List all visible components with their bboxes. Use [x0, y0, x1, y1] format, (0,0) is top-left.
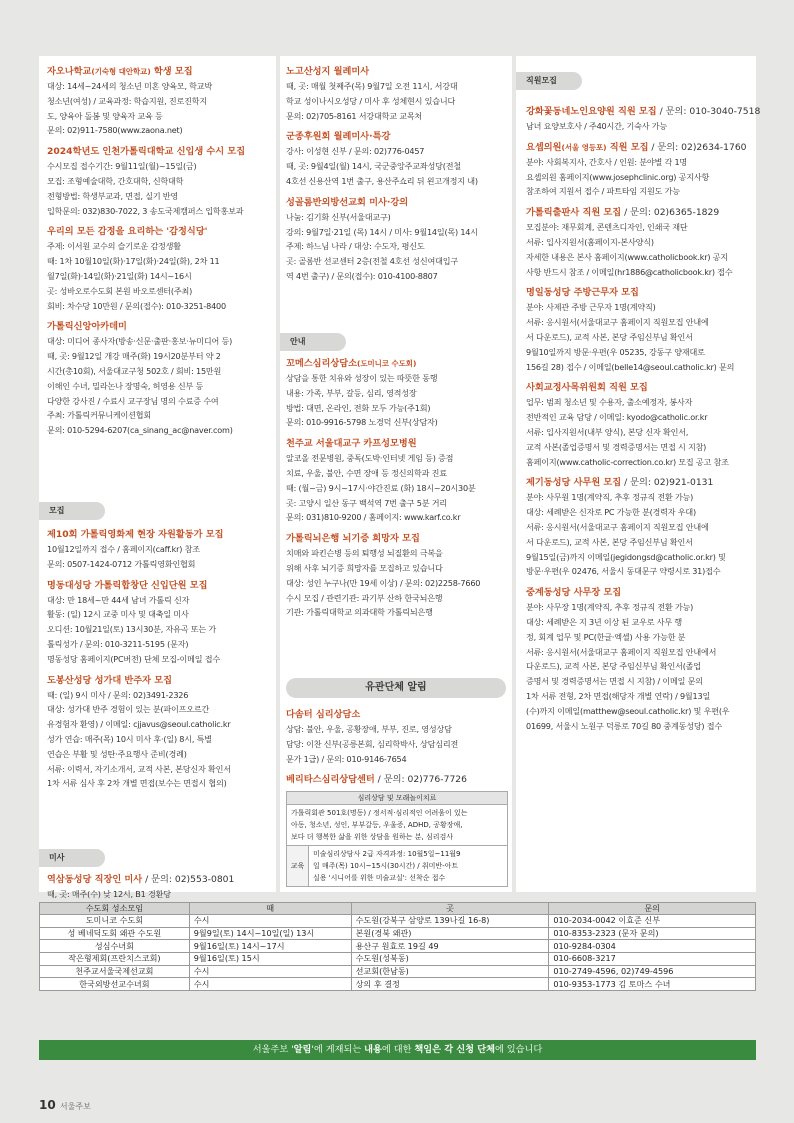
item-line: 교적 사본(졸업증명서 및 경력증명서는 면접 시 지참) — [526, 441, 707, 452]
item-line: 대상: 미디어 종사자(방송·신문·출판·홍보·뉴미디어 등) — [47, 336, 233, 347]
item-line: 수시 모집 / 관련기관: 과기부 산하 한국뇌은행 — [286, 592, 443, 603]
item-line: 때, 곳: 9월4일(월) 14시, 국군중앙주교좌성당(전철 — [286, 161, 461, 172]
table-cell: 수도원(강북구 삼양로 139나길 16-8) — [351, 915, 549, 928]
item-line: 대상: 세례받은 신자로 PC 가능한 분(경력자 우대) — [526, 507, 696, 518]
item-line: 서류: 응시원서(서울대교구 홈페이지 직원모집 안내에 — [526, 317, 709, 328]
list-item — [280, 130, 512, 188]
item-line: 분야: 사무원 1명(계약직, 추후 정규직 전환 가능) — [526, 492, 694, 503]
item-title: 자오나학교(기숙형 대안학교) 학생 모집 — [47, 66, 193, 77]
item-line: 참조하여 지원서 접수 / 파트타임 지원도 가능 — [526, 186, 680, 197]
footer-label: 서울주보 — [59, 1102, 91, 1111]
item-line: 사항 반드시 참조 / 이메일(hr1886@catholicbook.kr) 접수 — [526, 266, 733, 277]
item-line: 10월12일까지 접수 / 홈페이지(caff.kr) 참조 — [47, 544, 200, 554]
item-line: 이해인 수녀, 밀라논나 장명숙, 허영용 신부 등 — [47, 380, 204, 391]
item-line: 주제: 이서원 교수의 슬기로운 감정생활 — [47, 241, 181, 252]
table-cell: 한국외방선교수녀회 — [40, 978, 190, 991]
item-line: 때, 곳: 9월12일 개강 매주(화) 19시20분부터 약 2 — [47, 351, 221, 362]
table-cell: 상의 후 결정 — [351, 978, 549, 991]
item-line: 서류: 응시원서(서울대교구 홈페이지 직원모집 안내에서 — [526, 646, 717, 657]
item-line: 주최: 가톨릭커뮤니케이션협회 — [47, 410, 151, 421]
item-line: 전반적인 교육 담당 / 이메일: kyodo@catholic.or.kr — [526, 412, 708, 423]
list-item — [280, 532, 512, 620]
tab-staff: 직원모집 — [516, 72, 582, 90]
item-line: 명동성당 홈페이지(PC버전) 단체 모집-이메일 접수 — [47, 653, 221, 664]
item-line: 정, 회계 업무 및 PC(한글·엑셀) 사용 가능한 분 — [526, 631, 686, 642]
item-line: 유경험자 환영) / 이메일: cjjavus@seoul.catholic.kr — [47, 719, 231, 730]
item-title: 요셉의원(서울 영등포) 직원 모집 / 문의: 02)2634-1760 — [526, 141, 747, 153]
item-line: 주제: 하느님 나라 / 대상: 수도자, 평신도 — [286, 241, 425, 252]
item-title: 강화꽃동네노인요양원 직원 모집 / 문의: 010-3040-7518 — [526, 106, 761, 117]
item-line: 오디션: 10월21일(토) 13시30분, 자유곡 또는 가 — [47, 624, 216, 635]
list-item — [39, 145, 276, 218]
list-item — [516, 105, 761, 134]
item-line: 모집: 조형예술대학, 간호대학, 신학대학 — [47, 175, 184, 186]
item-line: 도, 양육아 돌봄 및 양육자 교육 등 — [47, 110, 163, 121]
table-row — [40, 915, 756, 928]
item-line: 곳: 고양시 일산 동구 백석역 7번 출구 5분 거리 — [286, 497, 447, 508]
item-line: 활동: (일) 12시 교중 미사 및 대축일 미사 — [47, 609, 189, 620]
table-cell: 도미니코 수도회 — [40, 915, 190, 928]
item-line: 전형방법: 학생부교과, 면접, 실기 반영 — [47, 190, 179, 201]
list-item — [39, 528, 276, 572]
column-middle — [280, 56, 512, 892]
list-item — [516, 141, 756, 199]
item-title: 명일동성당 주방근무자 모집 — [526, 287, 639, 299]
item-line: 모집분야: 재무회계, 콘텐츠디자인, 인쇄국 재단 — [526, 222, 688, 233]
item-line: 담당: 이찬 신부(공릉본회, 심리학박사, 상담심리전 — [286, 738, 459, 749]
table-cell: 수시 — [189, 915, 351, 928]
list-item — [280, 65, 512, 123]
item-line: 문가 1급) / 문의: 010-9146-7654 — [286, 753, 407, 764]
table-line: 아동, 청소년, 성인, 부부갈등, 우울증, ADHD, 공황장애, — [291, 821, 463, 830]
item-line: 4호선 신용산역 1번 출구, 용산주쇼리 뒤 왼고개정지 내) — [286, 175, 478, 186]
table-cell: 작은형제회(프란치스코회) — [40, 953, 190, 966]
mass-section — [39, 849, 276, 909]
item-line: 방법: 대면, 온라인, 전화 모두 가능(주1회) — [286, 402, 431, 413]
item-title: 베리타스심리상담센터 / 문의: 02)776-7726 — [286, 774, 467, 786]
item-line: 문의: 02)911-7580(www.zaona.net) — [47, 125, 183, 136]
table-line: 보다 더 행복한 삶을 위한 상담을 원하는 분, 심리검사 — [291, 833, 454, 842]
table-row — [40, 978, 756, 991]
item-line: 청소년(여성) / 교육과정: 학습지원, 진로진학지 — [47, 95, 207, 106]
table-cell: 성심수녀회 — [40, 940, 190, 953]
list-item — [516, 586, 756, 733]
item-line: 서류: 이력서, 자기소개서, 교적 사본, 본당신자 확인서 — [47, 763, 231, 774]
item-line: 입학문의: 032)830-7022, 3 송도국제캠퍼스 입학홍보과 — [47, 205, 244, 216]
column-right — [516, 56, 761, 892]
item-line: 때: (월~금) 9시~17시·야간진료 (화) 18시~20시30분 — [286, 482, 476, 493]
item-line: 서류: 응시원서(서울대교구 홈페이지 직원모집 안내에 — [526, 521, 709, 532]
disclaimer-bar: 서울주보 '알림'에 게재되는 내용에 대한 책임은 각 신청 단체에 있습니다 — [39, 1040, 756, 1060]
item-title: 중계동성당 사무장 모집 — [526, 587, 622, 599]
item-line: 분야: 사회복지사, 간호사 / 인원: 분야별 각 1명 — [526, 156, 688, 167]
list-item — [39, 320, 276, 438]
edu-label: 교육 — [287, 846, 309, 886]
vocation-schedule-table — [39, 902, 756, 991]
related-groups-bar: 유관단체 알림 — [286, 678, 506, 698]
item-line: 알코올 전문병원, 중독(도박·인터넷 게임 등) 증점 — [286, 453, 454, 464]
table-line: 실용 '시니어를 위한 미술교실': 선착순 접수 — [313, 874, 446, 883]
table-line: 미술심리상담사 2급 자격과정: 10월5일~11월9 — [313, 850, 461, 859]
item-line: 문의: 031)810-9200 / 홈페이지: www.karf.co.kr — [286, 512, 461, 523]
table-cell: 용산구 원효로 19길 49 — [351, 940, 549, 953]
list-item — [516, 286, 756, 374]
list-item — [516, 206, 756, 279]
counseling-table — [286, 791, 508, 887]
item-line: 회비: 차수당 10만원 / 문의(접수): 010-3251-8400 — [47, 300, 226, 311]
item-line: 상담을 통한 치유와 성장이 있는 따뜻한 동행 — [286, 373, 438, 383]
item-title: 제10회 가톨릭영화제 현장 자원활동가 모집 — [47, 529, 224, 540]
item-title: 2024학년도 인천가톨릭대학교 신입생 수시 모집 — [47, 146, 246, 158]
item-title: 우리의 모든 감정을 요리하는 '감정식당' — [47, 226, 208, 238]
item-title: 명동대성당 가톨릭합창단 신입단원 모집 — [47, 579, 208, 591]
item-line: 1차 서류 전형, 2차 면접(해당자 개별 연락) / 9월13일 — [526, 690, 711, 701]
item-line: 학교 성이나시오성당 / 미사 후 성체현시 있습니다 — [286, 95, 456, 106]
item-title: 노고산성지 월례미사 — [286, 66, 370, 77]
table-line: 가톨릭회관 501호(명동) / 정서적·심리적인 어려움이 있는 — [291, 809, 468, 818]
table-row — [40, 927, 756, 940]
item-title: 다솜터 심리상담소 — [286, 709, 361, 720]
table-row — [40, 940, 756, 953]
page-number: 10 — [39, 1098, 56, 1112]
item-line: 나눔: 김기화 신부(서울대교구) — [286, 211, 391, 222]
table-cell: 성 베네딕도회 왜관 수도원 — [40, 927, 190, 940]
item-line: 다운로드), 교적 사본, 본당 주임신부님 확인서(졸업 — [526, 661, 701, 672]
table-cell: 수시 — [189, 965, 351, 978]
item-line: 곳: 성바오로수도회 본원 바오로센터(주최) — [47, 285, 193, 296]
item-line: 때: (일) 9시 미사 / 문의: 02)3491-2326 — [47, 689, 189, 700]
item-line: 때, 곳: 매월 첫째주(목) 9월7일 오전 11시, 서강대 — [286, 81, 458, 91]
item-title: 사회교정사목위원회 직원 모집 — [526, 382, 648, 394]
item-line: 곳: 골롬반 선교센터 2층(전철 4호선 성신여대입구 — [286, 256, 459, 267]
list-item — [280, 357, 512, 430]
item-title: 가톨릭뇌은행 뇌기증 희망자 모집 — [286, 533, 420, 545]
item-title: 도봉산성당 성가대 반주자 모집 — [47, 674, 172, 686]
item-line: 때: 1차 10월10일(화)·17일(화)·24일(화), 2차 11 — [47, 256, 220, 267]
item-line: 내용: 가족, 부부, 갈등, 심리, 영적성장 — [286, 387, 417, 398]
item-line: 대상: 14세~24세의 청소년 미혼 양육모, 학교박 — [47, 81, 213, 91]
item-title: 군종후원회 월례미사·특강 — [286, 131, 391, 143]
item-line: 시간(총10회), 서울대교구청 502호 / 회비: 15만원 — [47, 365, 222, 376]
table-cell: 수도원(성북동) — [351, 953, 549, 966]
item-title: 꼬메스심리상담소(도미니코 수도회) — [286, 358, 417, 369]
table-cell: 9월16일(토) 15시 — [189, 953, 351, 966]
item-line: 치료, 우울, 불안, 수면 장애 등 정신의학과 진료 — [286, 467, 447, 478]
item-line: 증명서 및 경력증명서는 면접 시 지참) / 이메일 문의 — [526, 676, 703, 687]
page-footer — [39, 1098, 91, 1112]
item-line: 톨릭성가 / 문의: 010-3211-5195 (문자) — [47, 638, 189, 649]
item-line: 치매와 파킨슨병 등의 퇴행성 뇌질환의 극복을 — [286, 548, 443, 559]
item-line: 1차 서류 심사 후 2차 개별 면접(보수는 면접시 협의) — [47, 778, 227, 789]
item-line: 서류: 입사지원서(홈페이지-본사양식) — [526, 236, 654, 247]
related-section — [280, 676, 512, 894]
item-line: 01699, 서울시 노원구 덕릉로 70길 80 중계동성당) 접수 — [526, 720, 723, 731]
list-item — [516, 476, 756, 579]
list-item — [280, 437, 512, 525]
list-item — [280, 708, 512, 766]
item-line: 문의: 02)705-8161 서강대학교 교목처 — [286, 110, 423, 121]
table-cell: 본원(경북 왜관) — [351, 927, 549, 940]
list-item — [280, 196, 512, 284]
item-line: 서 다운로드), 교적 사본, 본당 주임신부님 확인서 — [526, 331, 693, 342]
item-line: (수)까지 이메일(matthew@seoul.catholic.kr) 및 우편(우 — [526, 705, 730, 716]
table-cell: 010-2749-4596, 02)749-4596 — [549, 965, 756, 978]
item-line: 대상: 세례받은 지 3년 이상 된 교우로 사무 행 — [526, 616, 682, 627]
item-line: 남녀 요양보호사 / 주40시간, 기숙사 가능 — [526, 121, 667, 131]
table-line: 일 매주(목) 10시~15시(30시간) / 취미반-아트 — [313, 862, 459, 871]
table-row — [40, 953, 756, 966]
column-left — [39, 56, 276, 899]
item-title: 제기동성당 사무원 모집 / 문의: 02)921-0131 — [526, 477, 714, 489]
item-line: 역 4번 출구) / 문의(접수): 010-4100-8807 — [286, 270, 438, 281]
table-cell: 수시 — [189, 978, 351, 991]
item-line: 업무: 범죄 청소년 및 수용자, 출소예정자, 봉사자 — [526, 397, 693, 408]
item-line: 다양한 강사진 / 수료시 교구장님 명의 수료증 수여 — [47, 395, 219, 406]
item-line: 자세한 내용은 본사 홈페이지(www.catholicbook.kr) 공지 — [526, 251, 728, 262]
item-line: 대상: 성인 누구나(만 19세 이상) / 문의: 02)2258-7660 — [286, 577, 481, 588]
item-line: 강의: 9월7일·21일 (목) 14시 / 미사: 9월14일(목) 14시 — [286, 226, 478, 237]
list-item — [39, 225, 276, 313]
table-cell: 9월9일(토) 14시~10일(일) 13시 — [189, 927, 351, 940]
table-header: 때 — [189, 903, 351, 915]
list-item — [39, 873, 276, 902]
item-line: 9월10일까지 방문·우편(우 05235, 강동구 양재대로 — [526, 346, 705, 357]
table-cell: 천주교서울국제선교회 — [40, 965, 190, 978]
table-header: 수도회 성소모임 — [40, 903, 190, 915]
item-line: 상담: 불안, 우울, 공황장애, 부부, 진로, 영성상담 — [286, 724, 452, 734]
tab-guide: 안내 — [280, 333, 346, 351]
list-item — [39, 674, 276, 792]
tab-mass: 미사 — [39, 849, 105, 867]
item-line: 위해 사후 뇌기증 희망자를 모집하고 있습니다 — [286, 562, 443, 573]
item-line: 월7일(화)·14일(화)·21일(화) 14시~16시 — [47, 270, 192, 281]
table-header: 곳 — [351, 903, 549, 915]
table-head: 심리상담 및 모래놀이치료 — [287, 792, 507, 805]
table-row — [40, 965, 756, 978]
item-title: 가톨릭신앙아카데미 — [47, 321, 127, 333]
item-line: 수시모집 접수기간: 9월11일(월)~15일(금) — [47, 161, 197, 172]
item-line: 대상: 성가대 반주 경험이 있는 분(파이프오르간 — [47, 704, 210, 715]
guide-section — [280, 333, 512, 627]
item-line: 서류: 입사지원서(내부 양식), 본당 신자 확인서, — [526, 426, 689, 437]
table-cell: 010-6608-3217 — [549, 953, 756, 966]
item-line: 대상: 만 18세~만 44세 남녀 가톨릭 신자 — [47, 594, 190, 605]
table-cell: 010-9284-0304 — [549, 940, 756, 953]
table-cell: 010-8353-2323 (문자 문의) — [549, 927, 756, 940]
item-title: 역삼동성당 직장인 미사 / 문의: 02)553-0801 — [47, 874, 235, 885]
table-cell: 010-2034-0042 이효준 신부 — [549, 915, 756, 928]
item-title: 천주교 서울대교구 카프성모병원 — [286, 438, 417, 450]
item-line: 156길 28) 접수 / 이메일(belle14@seoul.catholic.kr) 문의 — [526, 361, 735, 372]
table-cell: 010-9353-1773 김 토마스 수녀 — [549, 978, 756, 991]
item-line: 때, 곳: 매주(수) 낮 12시, B1 경환당 — [47, 889, 171, 899]
table-cell: 9월16일(토) 14시~17시 — [189, 940, 351, 953]
item-line: 분야: 사무장 1명(계약직, 추후 정규직 전환 가능) — [526, 602, 694, 613]
item-line: 연습은 부활 및 성탄·주요행사 준비(경례) — [47, 748, 187, 759]
item-line: 서 다운로드), 교적 사본, 본당 주임신부님 확인서 — [526, 536, 693, 547]
item-line: 성가 연습: 매주(목) 10시 미사 후·(일) 8시, 특별 — [47, 733, 212, 744]
list-item — [39, 65, 276, 138]
item-line: 9월15일(금)까지 이메일(jegidongsd@catholic.or.kr) 및 — [526, 551, 726, 562]
item-line: 요셉의원 홈페이지(www.josephclinic.org) 공지사항 — [526, 171, 710, 182]
item-title: 가톨릭출판사 직원 모집 / 문의: 02)6365-1829 — [526, 207, 720, 219]
item-line: 문의: 010-9916-5798 노경덕 신부(상담자) — [286, 417, 438, 428]
table-header: 문의 — [549, 903, 756, 915]
list-item — [516, 381, 756, 469]
item-line: 문의: 010-5294-6207(ca_sinang_ac@naver.com) — [47, 425, 233, 436]
item-line: 홈페이지(www.catholic-correction.co.kr) 모집 공고 참조 — [526, 456, 729, 467]
item-title: 성골롬반외방선교회 미사·강의 — [286, 196, 409, 208]
item-line: 문의: 0507-1424-0712 가톨릭영화인협회 — [47, 558, 196, 569]
item-line: 방문·우편(우 02476, 서울시 동대문구 약령시로 31)접수 — [526, 566, 721, 577]
tab-recruit: 모집 — [39, 502, 105, 520]
item-line: 분야: 사제관 주방 근무자 1명(계약직) — [526, 302, 656, 313]
item-line: 기관: 가톨릭대학교 의과대학 가톨릭뇌은행 — [286, 607, 433, 618]
recruit-section — [39, 502, 276, 798]
list-item — [39, 579, 276, 667]
table-cell: 선교회(한남동) — [351, 965, 549, 978]
item-line: 강사: 이성현 신부 / 문의: 02)776-0457 — [286, 146, 425, 157]
